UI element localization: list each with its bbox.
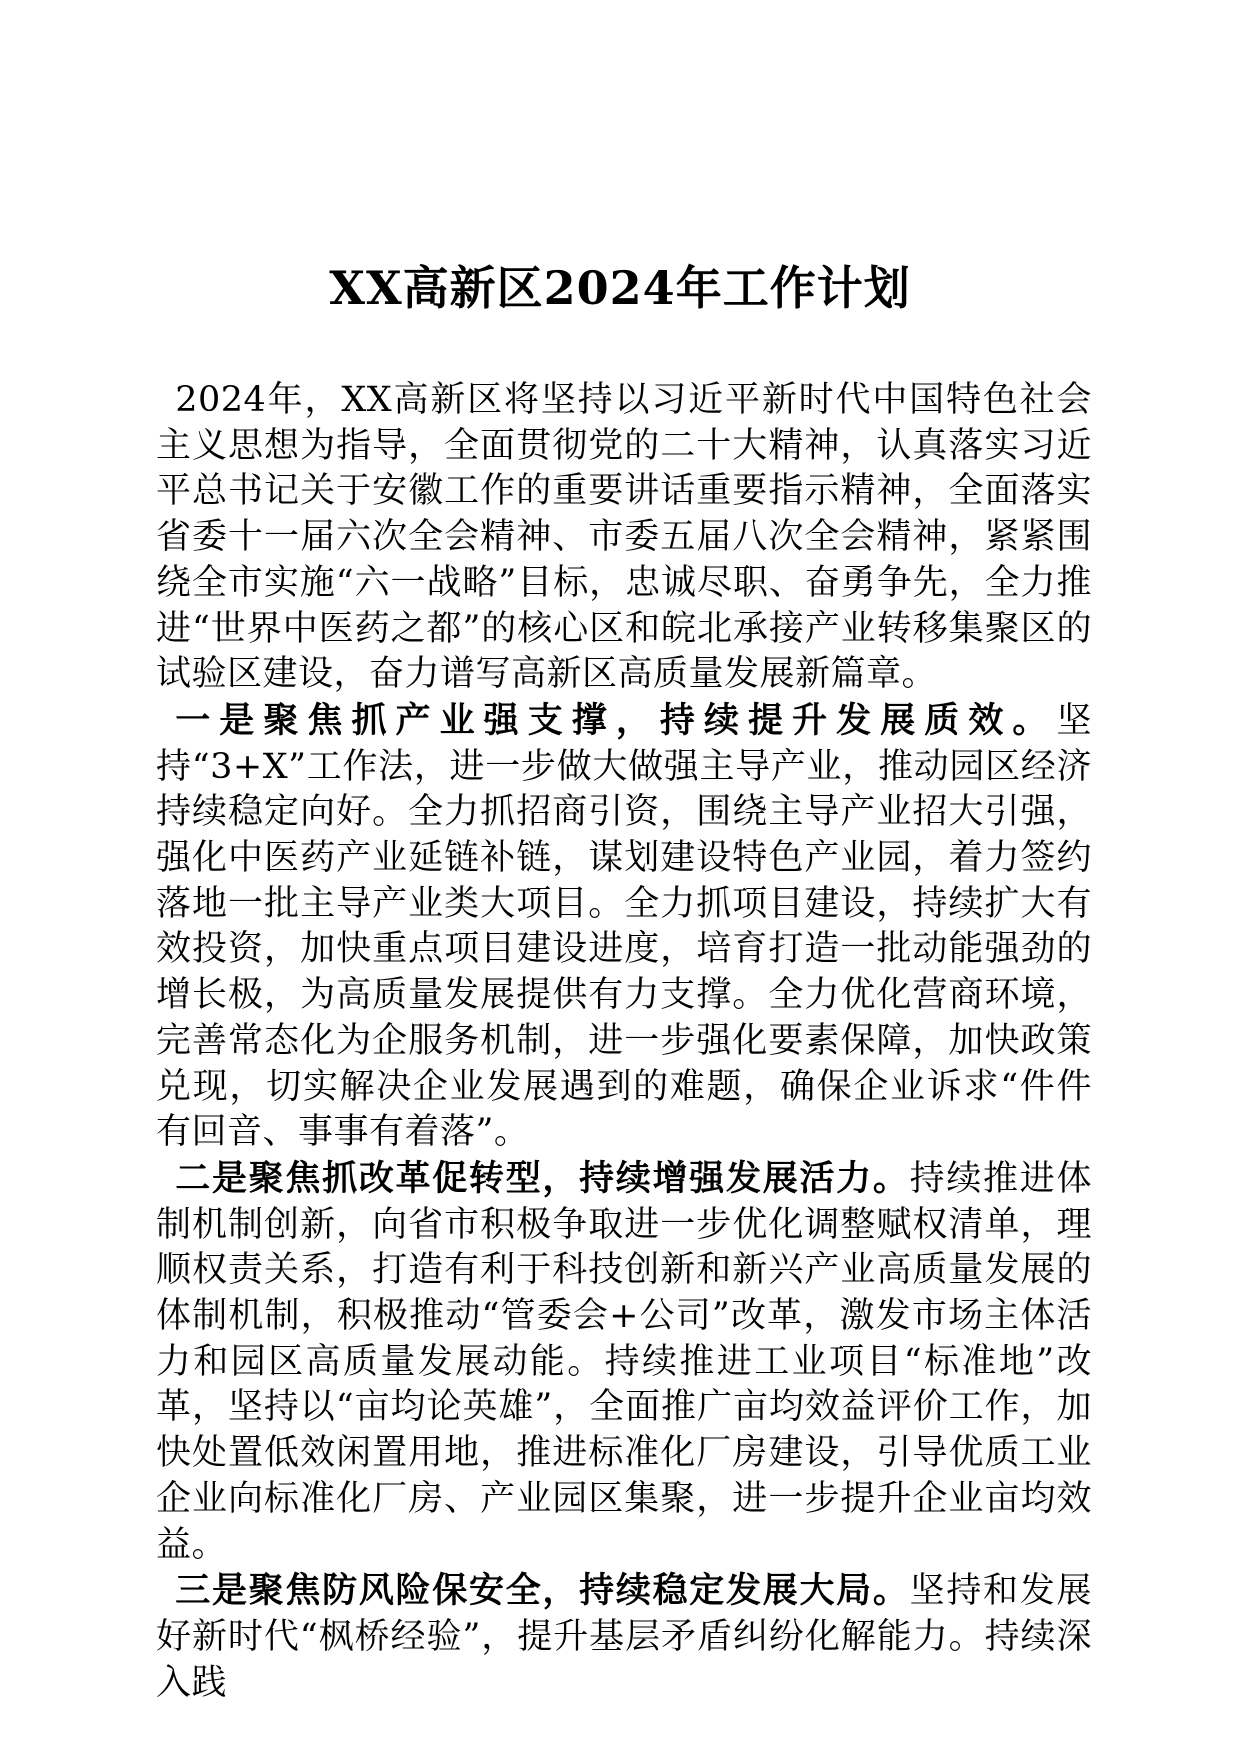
- section-1-text: 坚持“3+X”工作法，进一步做大做强主导产业，推动园区经济持续稳定向好。全力抓招商引资，围绕主导产业招大引强，强化中医药产业延链补链，谋划建设特色产业园，着力签约落地一批主导产业类大项目。全力抓项目建设，持续扩大有效投资，加快重点项目建设进度，培育打造一批动能强劲的增长极，为高质量发展提供有力支撑。全力优化营商环境，完善常态化为企服务机制，进一步强化要素保障，加快政策兑现，切实解决企业发展遇到的难题，确保企业诉求“件件有回音、事事有着落”。: [156, 700, 1092, 1153]
- section-2-lead: 二是聚焦抓改革促转型，持续增强发展活力。: [175, 1157, 910, 1199]
- document-body: [156, 378, 1092, 1706]
- section-paragraph-3: [156, 1568, 1092, 1706]
- document-title: XX高新区2024年工作计划: [329, 261, 911, 315]
- intro-paragraph: 2024年，XX高新区将坚持以习近平新时代中国特色社会主义思想为指导，全面贯彻党的二十大精神，认真落实习近平总书记关于安徽工作的重要讲话重要指示精神，全面落实省委十一届六次全会精神、市委五届八次全会精神，紧紧围绕全市实施“六一战略”目标，忠诚尽职、奋勇争先，全力推进“世界中医药之都”的核心区和皖北承接产业转移集聚区的试验区建设，奋力谱写高新区高质量发展新篇章。: [156, 380, 1092, 695]
- section-3-lead: 三是聚焦防风险保安全，持续稳定发展大局。: [175, 1570, 910, 1612]
- section-3-text: 坚持和发展好新时代“枫桥经验”，提升基层矛盾纠纷化解能力。持续深入践: [156, 1571, 1092, 1703]
- section-paragraph-2: [156, 1156, 1092, 1568]
- section-paragraph-1: [156, 698, 1092, 1156]
- section-2-text: 持续推进体制机制创新，向省市积极争取进一步优化调整赋权清单，理顺权责关系，打造有利于科技创新和新兴产业高质量发展的体制机制，积极推动“管委会+公司”改革，激发市场主体活力和园区高质量发展动能。持续推进工业项目“标准地”改革，坚持以“亩均论英雄”，全面推广亩均效益评价工作，加快处置低效闲置用地，推进标准化厂房建设，引导优质工业企业向标准化厂房、产业园区集聚，进一步提升企业亩均效益。: [156, 1158, 1092, 1565]
- section-1-lead: 一是聚焦抓产业强支撑，持续提升发展质效。: [175, 699, 1057, 741]
